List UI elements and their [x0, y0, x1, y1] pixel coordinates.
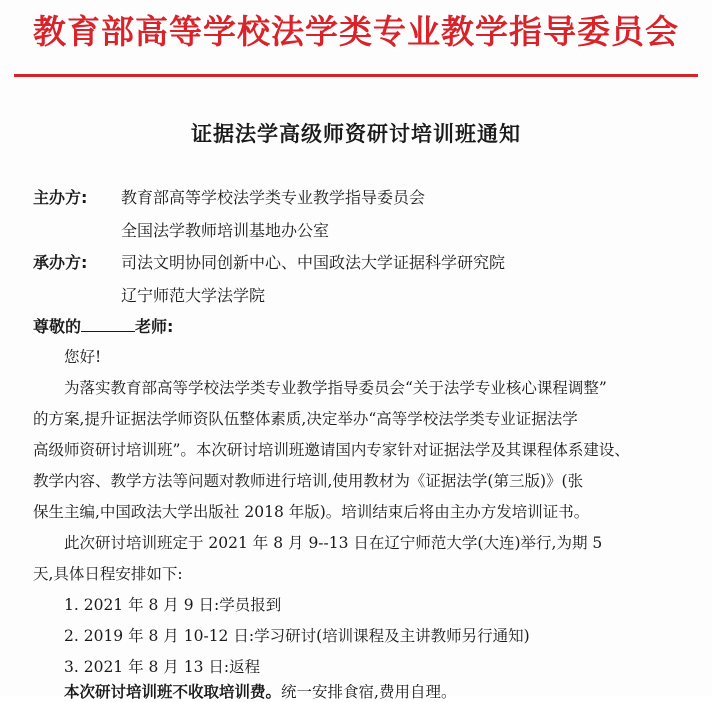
paragraph-1-line-5: 保生主编,中国政法大学出版社 2018 年版)。培训结束后将由主办方发培训证书。 [33, 503, 590, 521]
undertaker-label: 承办方: [33, 253, 88, 272]
paragraph-1-line-3: 高级师资研讨培训班”。本次研讨培训班邀请国内专家针对证据法学及其课程体系建设、 [33, 441, 630, 459]
header-red-rule [14, 74, 698, 77]
fee-notice-rest: 统一安排食宿,费用自理。 [281, 683, 457, 701]
salutation [33, 314, 173, 337]
paragraph-1-line-2: 的方案,提升证据法学师资队伍整体素质,决定举办“高等学校法学类专业证据法学 [33, 410, 578, 428]
organization-header: 教育部高等学校法学类专业教学指导委员会 [33, 12, 679, 51]
host-label: 主办方: [33, 188, 88, 207]
greeting: 您好! [64, 348, 102, 366]
host-name-1: 教育部高等学校法学类专业教学指导委员会 [121, 188, 426, 207]
salutation-suffix: 老师: [135, 317, 174, 336]
paragraph-1-line-4: 教学内容、教学方法等问题对教师进行培训,使用教材为《证据法学(第三版)》(张 [33, 472, 584, 490]
paragraph-1-line-1: 为落实教育部高等学校法学类专业教学指导委员会“关于法学专业核心课程调整” [64, 379, 607, 397]
schedule-item-3: 3. 2021 年 8 月 13 日:返程 [64, 658, 261, 676]
document-title: 证据法学高级师资研讨培训班通知 [191, 122, 521, 146]
host-name-2: 全国法学教师培训基地办公室 [121, 221, 330, 240]
schedule-item-1: 1. 2021 年 8 月 9 日:学员报到 [64, 596, 282, 614]
paragraph-2-line-1: 此次研讨培训班定于 2021 年 8 月 9--13 日在辽宁师范大学(大连)举行,为期 5 [64, 534, 603, 552]
paragraph-2-line-2: 天,具体日程安排如下: [33, 565, 183, 583]
undertaker-name-1: 司法文明协同创新中心、中国政法大学证据科学研究院 [121, 253, 506, 272]
schedule-item-2: 2. 2019 年 8 月 10-12 日:学习研讨(培训课程及主讲教师另行通知) [64, 627, 530, 645]
salutation-prefix: 尊敬的 [33, 317, 82, 336]
undertaker-name-2: 辽宁师范大学法学院 [121, 286, 266, 305]
fee-notice [64, 680, 456, 702]
fee-notice-bold: 本次研讨培训班不收取培训费。 [64, 683, 282, 701]
name-blank [81, 317, 135, 332]
